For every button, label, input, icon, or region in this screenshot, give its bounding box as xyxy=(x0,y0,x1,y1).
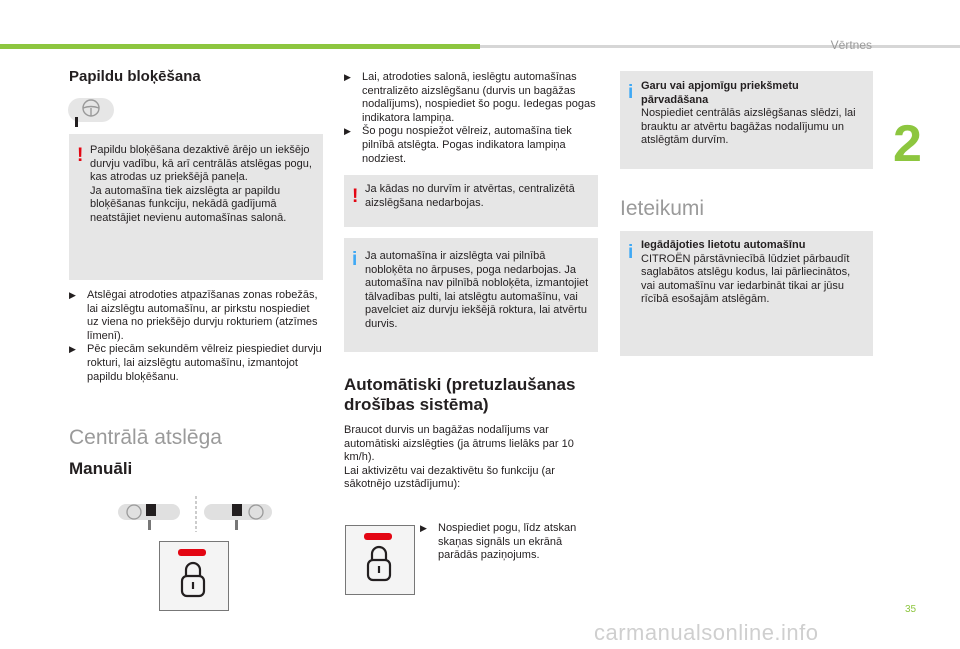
info-body: Nospiediet centrālās aizslēgšanas slēdzi, lai brauktu ar atvērtu bagāžas nodalījumu un atslēgtām durvīm. xyxy=(641,107,856,147)
info-body: CITROËN pārstāvniecībā lūdziet pārbaudīt saglabātos atslēgu kodus, lai pārliecinātos, vai automašīnu var iedarbināt tikai ar jūsu rīcībā esošajām atslēgām. xyxy=(641,252,851,306)
list-item: ▶ Atslēgai atrodoties atpazīšanas zonas robežās, lai aizslēgtu automašīnu, ar pirkstu nospiediet uz viena no priekšējo durvju rokturiem (atzīmes līmenī). xyxy=(69,289,318,342)
heading-manuali: Manuāli xyxy=(69,459,133,478)
arrow-bullet-icon: ▶ xyxy=(344,126,351,137)
heading-ieteikumi: Ieteikumi xyxy=(620,197,705,220)
chapter-number: 2 xyxy=(893,115,922,173)
warning-text-p1: Papildu bloķēšana dezaktivē ārējo un iekšējo durvju vadību, kā arī centrālās atslēgas pogu, kas atrodas uz priekšējā paneļa. xyxy=(90,144,312,184)
bullet-list-col1 xyxy=(69,289,323,384)
heading-papildu-blokesana: Papildu bloķēšana xyxy=(69,68,201,85)
door-handle-touch-icon xyxy=(66,96,116,130)
warning-exclamation-icon: ! xyxy=(352,186,359,207)
padlock-icon xyxy=(160,542,230,612)
list-item: ▶ Lai, atrodoties salonā, ieslēgtu automašīnas centralizēto aizslēgšanu (durvis un bagāžas nodalījums), nospiediet šo pogu. Iedegas pogas indikatora lampiņa. xyxy=(344,71,596,124)
heading-centrala-atslega: Centrālā atslēga xyxy=(69,426,222,449)
auto-text-p1: Braucot durvis un bagāžas nodalījums var automātiski aizslēgties (ja ātrums lielāks par 10 km/h). xyxy=(344,424,574,464)
list-item: ▶ Nospiediet pogu, līdz atskan skaņas signāls un ekrānā parādās paziņojums. xyxy=(420,522,577,562)
central-lock-button-illustration xyxy=(159,541,229,611)
warning-text-p2: Ja automašīna tiek aizslēgta ar papildu bloķēšanas funkciju, nekādā gadījumā neatstājiet nevienu automašīnas salonā. xyxy=(90,184,287,224)
info-box-used-car xyxy=(620,231,873,356)
watermark: carmanualsonline.info xyxy=(594,620,819,645)
auto-lock-button-illustration xyxy=(345,525,415,595)
heading-automatiski: Automātiski (pretuzlaušanas drošības sistēma) xyxy=(344,375,576,414)
info-icon: i xyxy=(352,249,358,270)
bullet-list-col2 xyxy=(344,71,598,166)
warning-exclamation-icon: ! xyxy=(77,145,84,166)
info-text: Ja automašīna ir aizslēgta vai pilnībā nobloķēta no ārpuses, poga nedarbojas. Ja automašīna nav pilnībā nobloķēta, izmantojiet tālvadības pulti, lai atslēgtu automašīnu, vai pavelciet aiz durvju iekšējā roktura, lai atvērtu durvis. xyxy=(365,250,589,330)
header-accent-bar xyxy=(0,44,480,49)
arrow-bullet-icon: ▶ xyxy=(420,523,427,533)
warning-box-open-doors xyxy=(344,175,598,227)
info-icon: i xyxy=(628,242,634,263)
auto-paragraph xyxy=(344,424,594,492)
header-divider xyxy=(480,45,960,48)
info-box-locked xyxy=(344,238,598,352)
info-title: Garu vai apjomīgu priekšmetu pārvadāšana xyxy=(641,80,799,106)
list-item: ▶ Pēc piecām sekundēm vēlreiz piespiediet durvju rokturi, lai aizslēgtu automašīnu, izmantojot papildu bloķēšanu. xyxy=(69,343,322,383)
warning-text: Ja kādas no durvīm ir atvērtas, centralizētā aizslēgšana nedarbojas. xyxy=(365,183,575,209)
page-number: 35 xyxy=(905,604,917,615)
info-title: Iegādājoties lietotu automašīnu xyxy=(641,239,806,251)
dashboard-illustration xyxy=(116,494,276,534)
info-icon: i xyxy=(628,82,634,103)
auto-text-p2: Lai aktivizētu vai dezaktivētu šo funkciju (ar sākotnējo uzstādījumu): xyxy=(344,464,555,491)
arrow-bullet-icon: ▶ xyxy=(69,344,76,355)
bullet-list-press xyxy=(420,522,598,563)
arrow-bullet-icon: ▶ xyxy=(69,290,76,300)
section-title: Vērtnes xyxy=(830,38,872,52)
list-item: ▶ Šo pogu nospiežot vēlreiz, automašīna tiek pilnībā atslēgta. Pogas indikatora lampiņa nodziest. xyxy=(344,125,572,165)
warning-box-papildu xyxy=(69,134,323,280)
info-box-long-items xyxy=(620,71,873,169)
padlock-icon xyxy=(346,526,416,596)
arrow-bullet-icon: ▶ xyxy=(344,72,351,82)
